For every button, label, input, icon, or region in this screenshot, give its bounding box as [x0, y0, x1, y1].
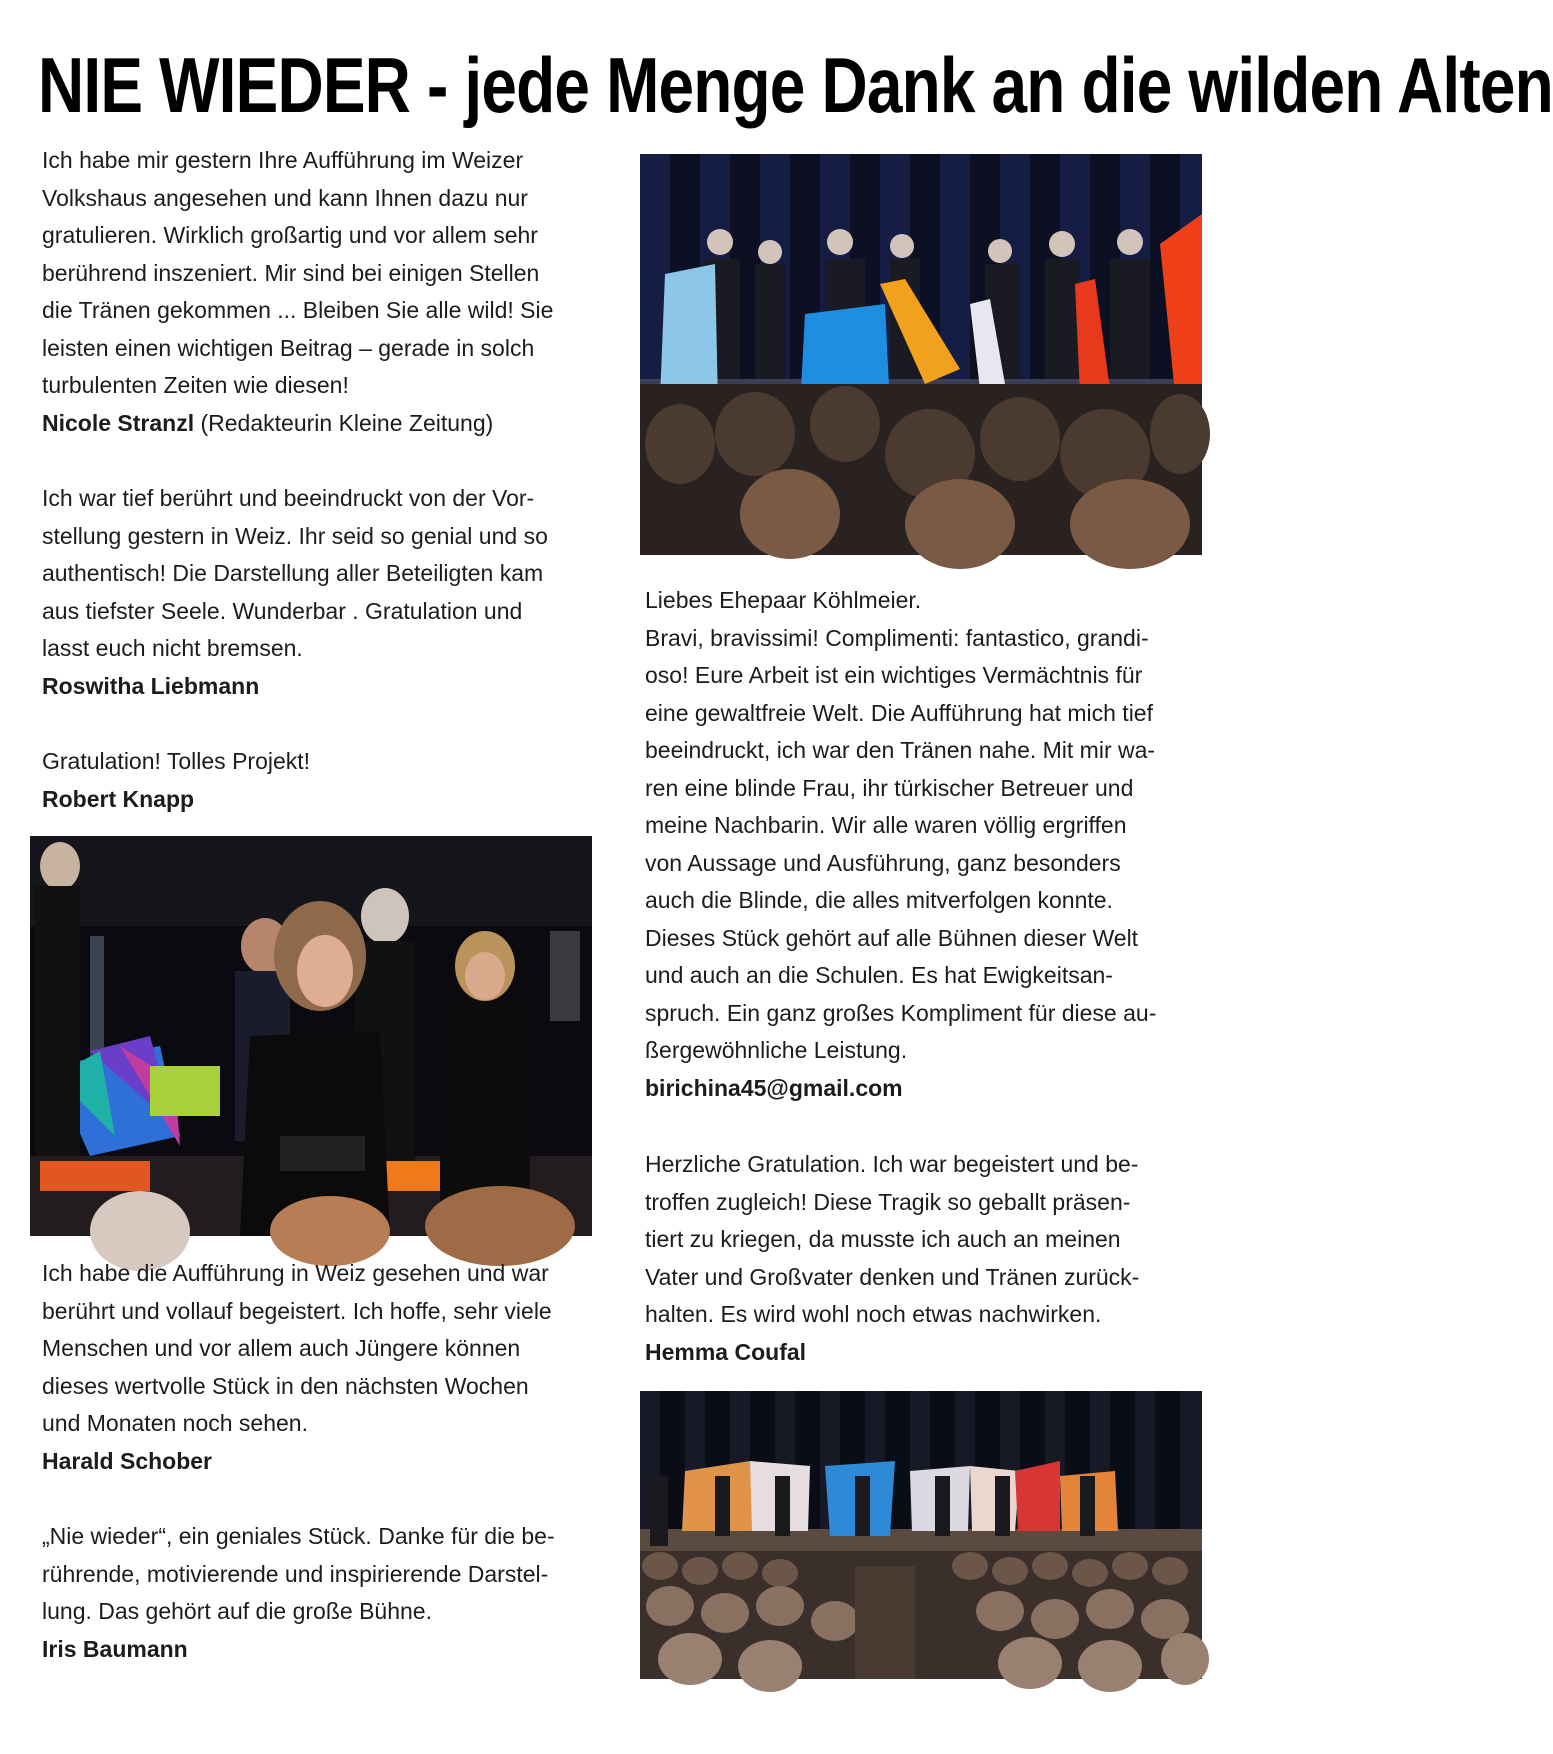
text-line: aus tiefster Seele. Wunderbar . Gratulation und: [42, 597, 523, 624]
text-line: ßergewöhnliche Leistung.: [645, 1037, 908, 1063]
text-line: spruch. Ein ganz großes Kompliment für diese au-: [645, 999, 1157, 1026]
text-line: Ich war tief berührt und beeindruckt von der Vor-: [42, 485, 535, 511]
text-line: Menschen und vor allem auch Jüngere können: [42, 1335, 521, 1361]
text-line: Bravi, bravissimi! Complimenti: fantastico, grandi-: [645, 624, 1149, 651]
author-name: Robert Knapp: [42, 785, 195, 812]
text-line: „Nie wieder“, ein geniales Stück. Danke für die be-: [42, 1523, 555, 1549]
text-line: turbulenten Zeiten wie diesen!: [42, 372, 349, 398]
text-line: rührende, motivierende und inspirierende Darstel-: [42, 1560, 549, 1587]
author-name: Harald Schober: [42, 1447, 212, 1474]
author-name: Iris Baumann: [42, 1635, 188, 1662]
text-line: oso! Eure Arbeit ist ein wichtiges Vermächtnis für: [645, 662, 1143, 688]
stage-photo-performers: [30, 836, 592, 1236]
text-line: Vater und Großvater denken und Tränen zurück-: [645, 1263, 1140, 1290]
text-line: Gratulation! Tolles Projekt!: [42, 748, 311, 774]
text-line: Ich habe die Aufführung in Weiz gesehen und war: [42, 1260, 549, 1286]
text-line: Liebes Ehepaar Köhlmeier.: [645, 587, 922, 613]
text-line: stellung gestern in Weiz. Ihr seid so genial und so: [42, 522, 548, 549]
text-line: eine gewaltfreie Welt. Die Aufführung hat mich tief: [645, 699, 1153, 726]
text-line: Herzliche Gratulation. Ich war begeistert und be-: [645, 1151, 1139, 1177]
text-line: berührend inszeniert. Mir sind bei einigen Stellen: [42, 259, 540, 286]
author-name: Nicole Stranzl: [42, 409, 195, 436]
text-line: von Aussage und Ausführung, ganz besonders: [645, 849, 1121, 876]
author-line: [42, 405, 612, 443]
text-line: beeindruckt, ich war den Tränen nahe. Mit mir wa-: [645, 737, 1156, 763]
text-line: Volkshaus angesehen und kann Ihnen dazu nur: [42, 184, 528, 211]
author-note: (Redakteurin Kleine Zeitung): [194, 409, 494, 436]
text-line: die Tränen gekommen ... Bleiben Sie alle wild! Sie: [42, 297, 554, 323]
testimonial-7: [645, 1146, 1215, 1371]
page-title: NIE WIEDER - jede Menge Dank an die wilden Alten: [38, 41, 1553, 129]
testimonial-4: [42, 1255, 612, 1480]
testimonial-5: [42, 1518, 612, 1668]
text-line: troffen zugleich! Diese Tragik so geballt präsen-: [645, 1188, 1131, 1215]
author-name: Hemma Coufal: [645, 1338, 807, 1365]
text-line: halten. Es wird wohl noch etwas nachwirken.: [645, 1301, 1102, 1327]
text-line: lung. Das gehört auf die große Bühne.: [42, 1598, 432, 1624]
testimonial-3: [42, 743, 612, 818]
text-line: authentisch! Die Darstellung aller Beteiligten kam: [42, 560, 544, 586]
text-line: auch die Blinde, die alles mitverfolgen konnte.: [645, 887, 1113, 913]
text-line: berührt und vollauf begeistert. Ich hoffe, sehr viele: [42, 1297, 552, 1324]
text-line: meine Nachbarin. Wir alle waren völlig ergriffen: [645, 812, 1127, 838]
text-line: gratulieren. Wirklich großartig und vor allem sehr: [42, 222, 538, 248]
stage-photo-audience: [640, 1391, 1202, 1679]
testimonial-6: [645, 582, 1215, 1107]
text-line: und auch an die Schulen. Es hat Ewigkeitsan-: [645, 962, 1113, 988]
author-name: Roswitha Liebmann: [42, 672, 260, 699]
text-line: tiert zu kriegen, da musste ich auch an meinen: [645, 1226, 1121, 1252]
text-line: lasst euch nicht bremsen.: [42, 635, 303, 661]
text-line: Dieses Stück gehört auf alle Bühnen dieser Welt: [645, 924, 1139, 951]
testimonial-2: [42, 480, 612, 705]
author-email: birichina45@gmail.com: [645, 1074, 903, 1101]
text-line: Ich habe mir gestern Ihre Aufführung im Weizer: [42, 147, 524, 173]
text-line: und Monaten noch sehen.: [42, 1410, 308, 1436]
testimonial-1: [42, 142, 612, 442]
text-line: dieses wertvolle Stück in den nächsten Wochen: [42, 1372, 529, 1399]
text-line: leisten einen wichtigen Beitrag – gerade in solch: [42, 334, 535, 361]
text-line: ren eine blinde Frau, ihr türkischer Betreuer und: [645, 774, 1134, 801]
stage-photo-cloths: [640, 154, 1202, 555]
